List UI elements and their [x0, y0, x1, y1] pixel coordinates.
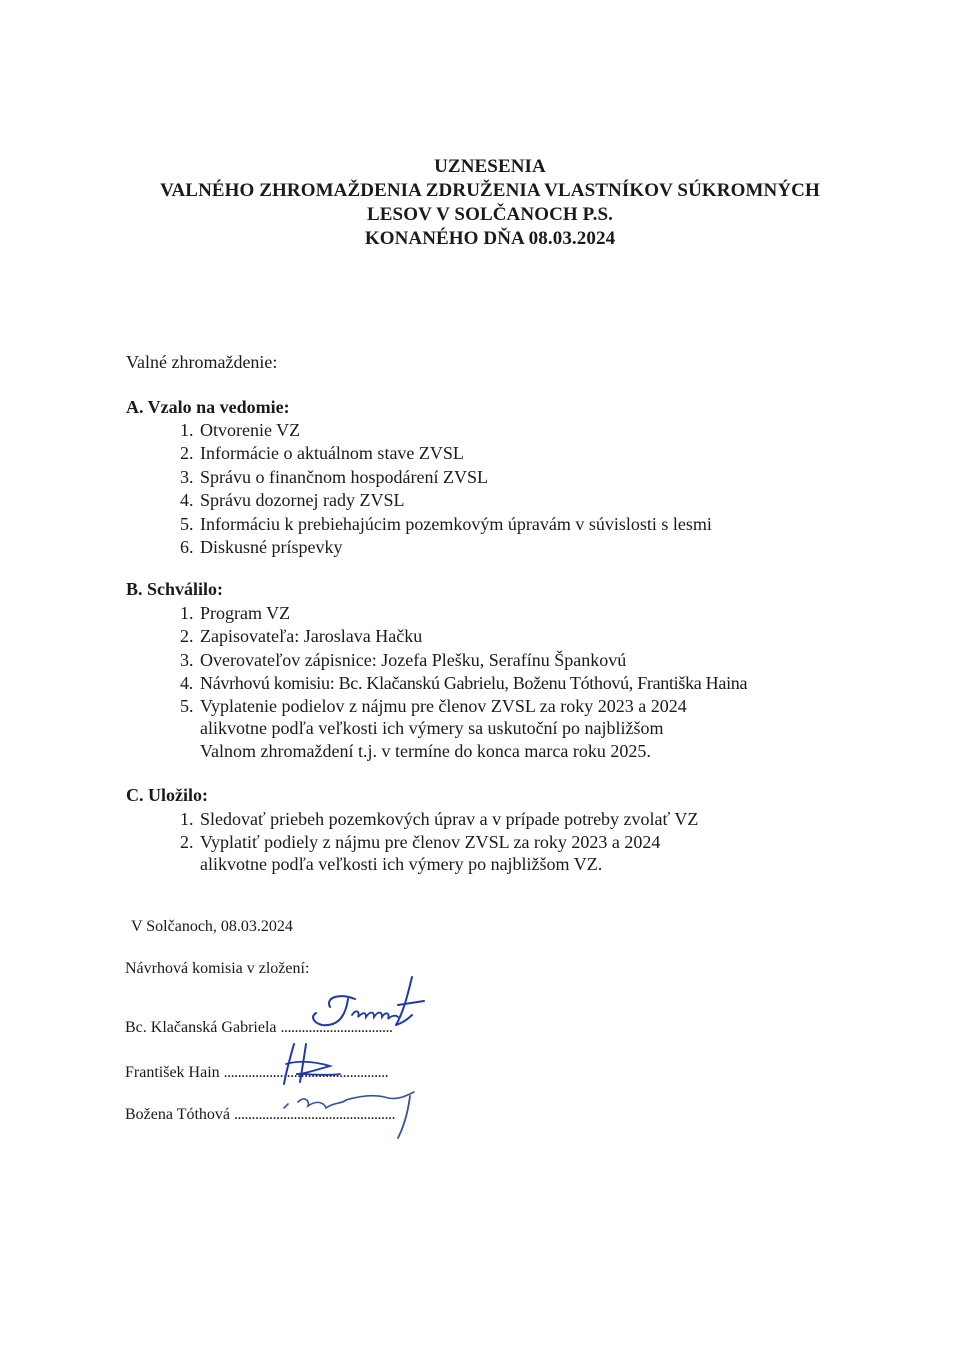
- section-a-item: [180, 536, 343, 560]
- signature-dots: ...............................................: [223, 1064, 389, 1081]
- item-text: Informáciu k prebiehajúcim pozemkovým úpravám v súvislosti s lesmi: [200, 514, 712, 534]
- place-and-date: V Solčanoch, 08.03.2024: [131, 918, 293, 935]
- signature-dots: ..............................................: [234, 1106, 396, 1123]
- section-c-item: [180, 808, 698, 832]
- section-a-item: [180, 419, 300, 443]
- section-b-item: [180, 625, 422, 649]
- section-a-heading: A. Vzalo na vedomie:: [126, 397, 290, 417]
- item-number: 1.: [180, 809, 194, 829]
- section-b-item: [180, 649, 626, 673]
- item-number: 2.: [180, 832, 194, 852]
- item-number: 1.: [180, 420, 194, 440]
- signature-klacanska: [300, 975, 430, 1045]
- section-c-heading: C. Uložilo:: [126, 785, 208, 805]
- item-continuation: Valnom zhromaždení t.j. v termíne do konca marca roku 2025.: [200, 741, 651, 761]
- item-number: 3.: [180, 467, 194, 487]
- signature-hain: [276, 1040, 366, 1088]
- item-text: Program VZ: [200, 603, 291, 623]
- signature-dots: ................................: [280, 1019, 393, 1036]
- signatory-name: František Hain: [125, 1064, 220, 1081]
- section-a-item: [180, 513, 712, 537]
- section-b-item: [180, 602, 290, 626]
- commission-label: Návrhová komisia v zložení:: [125, 960, 310, 977]
- item-text: Overovateľov zápisnice: Jozefa Plešku, Serafínu Špankovú: [200, 650, 627, 670]
- signature-tothova: [280, 1082, 430, 1142]
- item-number: 2.: [180, 443, 194, 463]
- item-number: 2.: [180, 626, 194, 646]
- item-text: Návrhovú komisiu: Bc. Klačanskú Gabrielu, Boženu Tóthovú, Františka Haina: [200, 673, 748, 693]
- item-continuation: alikvotne podľa veľkosti ich výmery po najbližšom VZ.: [200, 854, 603, 874]
- title-line-3: LESOV V SOLČANOCH P.S.: [367, 204, 613, 225]
- item-text: Vyplatenie podielov z nájmu pre členov ZVSL za roky 2023 a 2024: [200, 696, 687, 716]
- item-text: Otvorenie VZ: [200, 420, 301, 440]
- item-number: 4.: [180, 673, 193, 693]
- intro-text: Valné zhromaždenie:: [126, 352, 278, 372]
- title-line-2: VALNÉHO ZHROMAŽDENIA ZDRUŽENIA VLASTNÍKOV SÚKROMNÝCH: [160, 180, 820, 201]
- item-continuation: alikvotne podľa veľkosti ich výmery sa uskutoční po najbližšom: [200, 718, 664, 738]
- signatory-name: Božena Tóthová: [125, 1106, 231, 1123]
- signatory-name: Bc. Klačanská Gabriela: [125, 1019, 277, 1036]
- item-text: Správu dozornej rady ZVSL: [200, 490, 405, 510]
- item-number: 6.: [180, 537, 194, 557]
- section-c-item: [180, 831, 660, 855]
- item-text: Sledovať priebeh pozemkových úprav a v prípade potreby zvolať VZ: [200, 809, 699, 829]
- item-number: 4.: [180, 490, 194, 510]
- section-a-item: [180, 489, 404, 513]
- item-text: Vyplatiť podiely z nájmu pre členov ZVSL za roky 2023 a 2024: [200, 832, 661, 852]
- item-text: Diskusné príspevky: [200, 537, 343, 557]
- title-line-1: UZNESENIA: [434, 156, 546, 177]
- section-a-item: [180, 442, 464, 466]
- section-b-heading: B. Schválilo:: [126, 579, 224, 599]
- item-number: 3.: [180, 650, 194, 670]
- title-line-4: KONANÉHO DŇA 08.03.2024: [364, 228, 616, 249]
- item-text: Správu o finančnom hospodárení ZVSL: [200, 467, 488, 487]
- item-text: Zapisovateľa: Jaroslava Hačku: [200, 626, 423, 646]
- item-text: Informácie o aktuálnom stave ZVSL: [200, 443, 464, 463]
- item-number: 5.: [180, 696, 194, 716]
- item-number: 5.: [180, 514, 194, 534]
- section-a-item: [180, 466, 488, 490]
- section-b-item: [180, 695, 687, 719]
- section-b-item: [180, 672, 747, 696]
- item-number: 1.: [180, 603, 194, 623]
